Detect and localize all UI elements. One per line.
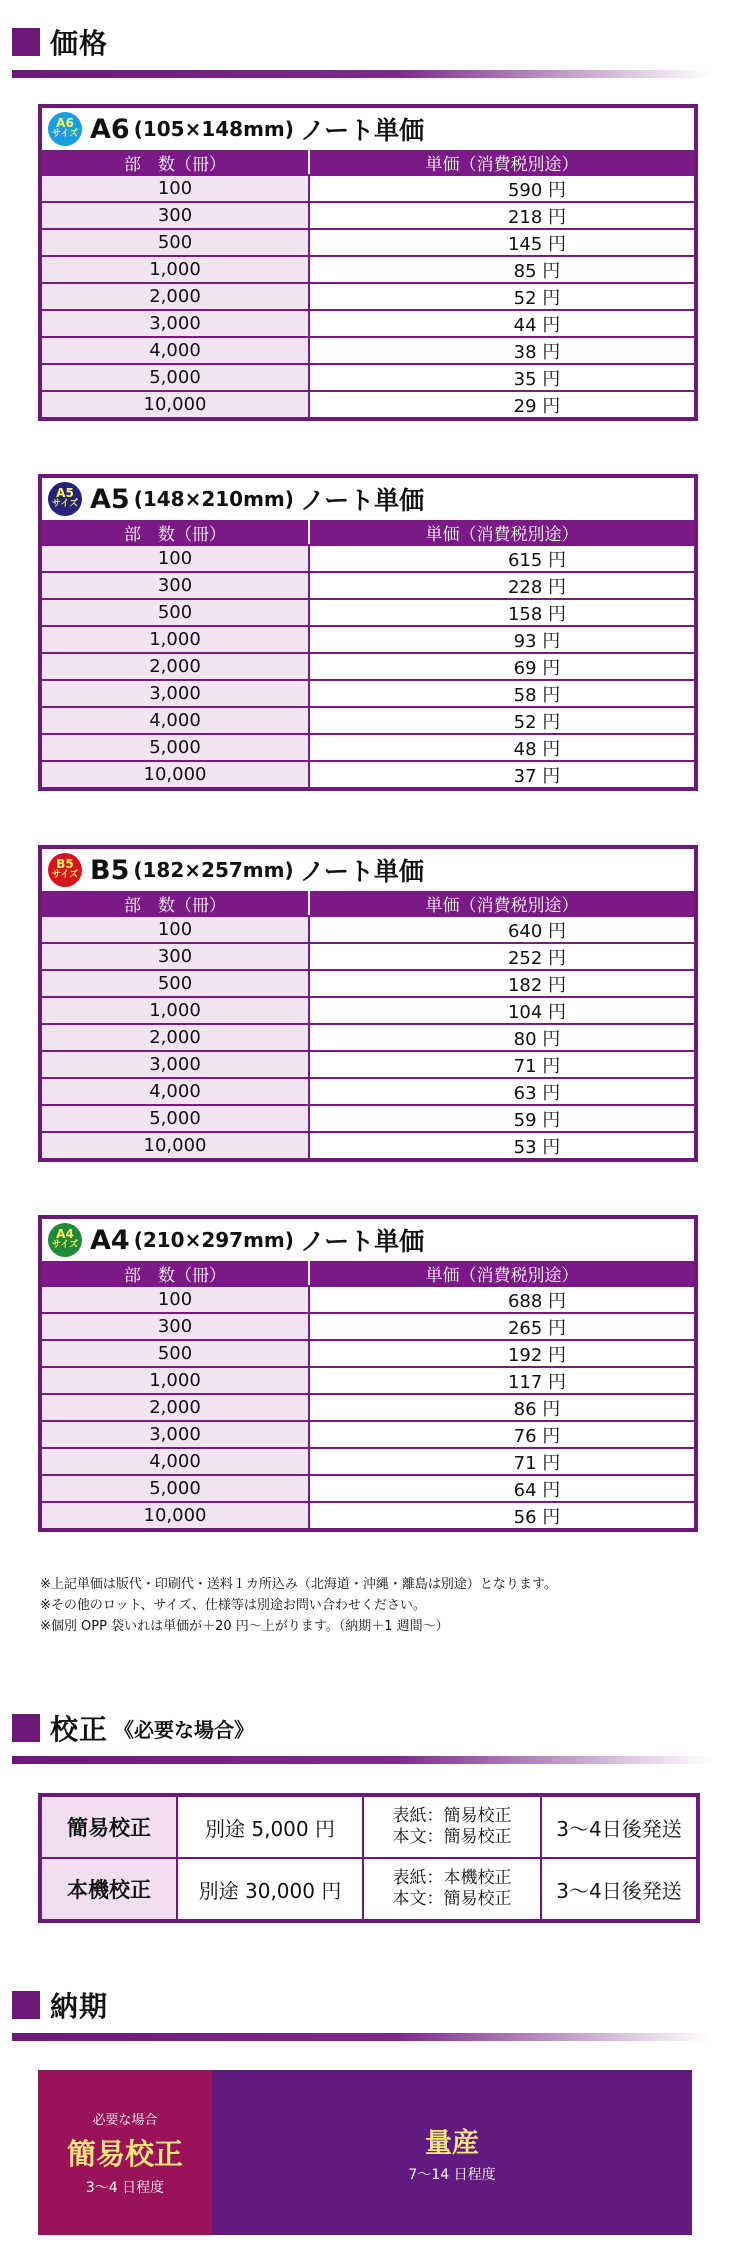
col-qty-header: 部 数（冊） xyxy=(42,891,310,915)
table-row xyxy=(42,1104,694,1131)
table-size: B5 xyxy=(90,854,130,886)
table-row xyxy=(42,969,694,996)
price-cell: 80 円 xyxy=(513,1028,561,1050)
table-row xyxy=(42,1366,694,1393)
table-dimensions: (182×257mm) xyxy=(133,858,294,882)
table-row xyxy=(42,1312,694,1339)
table-column-header xyxy=(42,520,694,544)
table-row xyxy=(42,1447,694,1474)
delivery-proof-title: 簡易校正 xyxy=(66,2136,183,2171)
table-row xyxy=(42,760,694,787)
table-row xyxy=(42,625,694,652)
col-price-header: 単価（消費税別途） xyxy=(425,524,579,545)
table-row xyxy=(42,201,694,228)
table-row xyxy=(42,309,694,336)
col-qty-header: 部 数（冊） xyxy=(42,150,310,174)
price-cell: 53 円 xyxy=(513,1136,561,1158)
qty-cell: 300 xyxy=(42,573,310,598)
proof-price: 別途 5,000 円 xyxy=(178,1797,364,1857)
price-cell: 590 円 xyxy=(507,179,567,201)
price-cell: 58 円 xyxy=(513,684,561,706)
table-row xyxy=(42,571,694,598)
table-row xyxy=(42,1077,694,1104)
badge-size: A6 xyxy=(56,116,74,130)
proof-ship: 3〜4日後発送 xyxy=(556,1816,682,1841)
price-cell: 85 円 xyxy=(513,260,561,282)
qty-cell: 4,000 xyxy=(42,338,310,363)
section-rule xyxy=(12,70,712,78)
table-dimensions: (105×148mm) xyxy=(133,117,294,141)
table-row xyxy=(42,1501,694,1528)
size-badge-icon xyxy=(48,1223,82,1257)
proof-price: 別途 30,000 円 xyxy=(178,1859,364,1919)
qty-cell: 10,000 xyxy=(42,762,310,787)
price-cell: 52 円 xyxy=(513,711,561,733)
qty-cell: 1,000 xyxy=(42,998,310,1023)
table-row xyxy=(42,1393,694,1420)
delivery-proof-block xyxy=(38,2070,212,2235)
badge-size: B5 xyxy=(56,857,74,871)
qty-cell: 5,000 xyxy=(42,735,310,760)
section-square-icon xyxy=(12,28,40,56)
table-row xyxy=(42,706,694,733)
price-cell: 615 円 xyxy=(507,549,567,571)
col-price-header: 単価（消費税別途） xyxy=(425,895,579,916)
price-cell: 158 円 xyxy=(507,603,567,625)
qty-cell: 100 xyxy=(42,176,310,201)
section-price-header xyxy=(12,22,712,78)
table-column-header xyxy=(42,891,694,915)
table-row xyxy=(42,1131,694,1158)
price-cell: 117 円 xyxy=(507,1371,567,1393)
price-cell: 71 円 xyxy=(513,1055,561,1077)
badge-label: サイズ xyxy=(51,1240,79,1250)
price-cell: 52 円 xyxy=(513,287,561,309)
price-cell: 44 円 xyxy=(513,314,561,336)
price-cell: 192 円 xyxy=(507,1344,567,1366)
size-badge-icon xyxy=(48,482,82,516)
proof-table xyxy=(38,1793,700,1923)
proof-body: 本文：簡易校正 xyxy=(392,1889,512,1909)
qty-cell: 5,000 xyxy=(42,1476,310,1501)
qty-cell: 500 xyxy=(42,230,310,255)
col-qty-header: 部 数（冊） xyxy=(42,520,310,544)
price-cell: 86 円 xyxy=(513,1398,561,1420)
price-cell: 29 円 xyxy=(513,395,561,417)
table-row xyxy=(42,544,694,571)
table-title-suffix: ノート単価 xyxy=(299,116,425,145)
price-cell: 145 円 xyxy=(507,233,567,255)
col-price-header: 単価（消費税別途） xyxy=(425,1265,579,1286)
price-cell: 688 円 xyxy=(507,1290,567,1312)
table-title-suffix: ノート単価 xyxy=(299,1227,425,1256)
qty-cell: 5,000 xyxy=(42,1106,310,1131)
qty-cell: 500 xyxy=(42,971,310,996)
table-column-header xyxy=(42,1261,694,1285)
badge-label: サイズ xyxy=(51,870,79,880)
qty-cell: 300 xyxy=(42,203,310,228)
delivery-proof-days: 3〜4 日程度 xyxy=(85,2179,165,2196)
qty-cell: 2,000 xyxy=(42,1395,310,1420)
table-row xyxy=(42,652,694,679)
price-table-a4 xyxy=(38,1215,698,1532)
section-rule xyxy=(12,2033,712,2041)
delivery-banner xyxy=(38,2070,692,2235)
price-cell: 640 円 xyxy=(507,920,567,942)
price-cell: 56 円 xyxy=(513,1506,561,1528)
badge-size: A5 xyxy=(56,486,74,500)
qty-cell: 100 xyxy=(42,546,310,571)
qty-cell: 3,000 xyxy=(42,681,310,706)
qty-cell: 5,000 xyxy=(42,365,310,390)
section-proof-header xyxy=(12,1708,712,1764)
qty-cell: 500 xyxy=(42,1341,310,1366)
table-row xyxy=(42,1285,694,1312)
price-cell: 63 円 xyxy=(513,1082,561,1104)
table-title-suffix: ノート単価 xyxy=(299,486,425,515)
note-line: ※その他のロット、サイズ、仕様等は別途お問い合わせください。 xyxy=(40,1598,426,1613)
price-table-header xyxy=(42,849,694,891)
price-cell: 265 円 xyxy=(507,1317,567,1339)
qty-cell: 500 xyxy=(42,600,310,625)
table-row xyxy=(42,679,694,706)
price-table-header xyxy=(42,1219,694,1261)
section-rule xyxy=(12,1756,712,1764)
table-row xyxy=(42,1023,694,1050)
qty-cell: 10,000 xyxy=(42,1133,310,1158)
price-cell: 93 円 xyxy=(513,630,561,652)
table-size: A5 xyxy=(90,483,130,515)
table-row xyxy=(42,942,694,969)
qty-cell: 1,000 xyxy=(42,257,310,282)
proof-cover: 表紙：本機校正 xyxy=(392,1868,512,1888)
size-badge-icon xyxy=(48,853,82,887)
qty-cell: 4,000 xyxy=(42,1079,310,1104)
qty-cell: 1,000 xyxy=(42,627,310,652)
note-line: ※個別 OPP 袋いれは単価が＋20 円〜上がります。（納期＋1 週間〜） xyxy=(40,1619,449,1634)
qty-cell: 300 xyxy=(42,1314,310,1339)
table-row xyxy=(42,1050,694,1077)
table-row xyxy=(42,1474,694,1501)
section-title: 校正 xyxy=(50,1713,109,1746)
table-title-suffix: ノート単価 xyxy=(299,857,424,886)
price-table-a5 xyxy=(38,474,698,791)
badge-label: サイズ xyxy=(51,129,79,139)
price-cell: 252 円 xyxy=(507,947,567,969)
qty-cell: 10,000 xyxy=(42,1503,310,1528)
table-row xyxy=(42,915,694,942)
table-row xyxy=(42,996,694,1023)
size-badge-icon xyxy=(48,112,82,146)
proof-row xyxy=(42,1857,696,1919)
proof-name: 本機校正 xyxy=(42,1859,178,1919)
table-row xyxy=(42,336,694,363)
price-cell: 48 円 xyxy=(513,738,561,760)
proof-ship: 3〜4日後発送 xyxy=(556,1878,682,1903)
table-row xyxy=(42,1339,694,1366)
badge-size: A4 xyxy=(56,1227,74,1241)
table-size: A4 xyxy=(90,1224,130,1256)
qty-cell: 2,000 xyxy=(42,1025,310,1050)
price-cell: 182 円 xyxy=(507,974,567,996)
col-qty-header: 部 数（冊） xyxy=(42,1261,310,1285)
badge-label: サイズ xyxy=(51,499,79,509)
delivery-note: 必要な場合 xyxy=(92,2112,158,2128)
qty-cell: 1,000 xyxy=(42,1368,310,1393)
price-cell: 38 円 xyxy=(513,341,561,363)
delivery-mass-days: 7〜14 日程度 xyxy=(408,2167,496,2183)
section-delivery-header xyxy=(12,1985,712,2041)
table-size: A6 xyxy=(90,113,130,145)
qty-cell: 3,000 xyxy=(42,1052,310,1077)
price-cell: 35 円 xyxy=(513,368,561,390)
proof-body: 本文：簡易校正 xyxy=(392,1827,512,1847)
proof-cover: 表紙：簡易校正 xyxy=(392,1806,512,1826)
delivery-mass-title: 量産 xyxy=(425,2128,479,2159)
price-cell: 104 円 xyxy=(507,1001,567,1023)
price-cell: 64 円 xyxy=(513,1479,561,1501)
table-row xyxy=(42,1420,694,1447)
price-cell: 37 円 xyxy=(513,765,561,787)
table-dimensions: (210×297mm) xyxy=(133,1228,294,1252)
section-title: 価格 xyxy=(50,27,109,60)
table-row xyxy=(42,733,694,760)
price-cell: 69 円 xyxy=(513,657,561,679)
table-column-header xyxy=(42,150,694,174)
proof-detail xyxy=(364,1859,542,1919)
qty-cell: 3,000 xyxy=(42,1422,310,1447)
price-cell: 218 円 xyxy=(507,206,567,228)
table-row xyxy=(42,228,694,255)
col-price-header: 単価（消費税別途） xyxy=(425,154,579,175)
note-line: ※上記単価は版代・印刷代・送料１カ所込み（北海道・沖縄・離島は別途）となります。 xyxy=(40,1577,557,1592)
qty-cell: 100 xyxy=(42,917,310,942)
qty-cell: 4,000 xyxy=(42,1449,310,1474)
table-row xyxy=(42,598,694,625)
qty-cell: 300 xyxy=(42,944,310,969)
price-table-a6 xyxy=(38,104,698,421)
price-cell: 59 円 xyxy=(513,1109,561,1131)
price-cell: 76 円 xyxy=(513,1425,561,1447)
qty-cell: 10,000 xyxy=(42,392,310,417)
qty-cell: 4,000 xyxy=(42,708,310,733)
qty-cell: 3,000 xyxy=(42,311,310,336)
section-title: 納期 xyxy=(50,1990,109,2023)
delivery-mass-block xyxy=(212,2070,692,2235)
price-table-header xyxy=(42,478,694,520)
table-row xyxy=(42,255,694,282)
qty-cell: 100 xyxy=(42,1287,310,1312)
section-subtitle: 《必要な場合》 xyxy=(114,1717,255,1742)
qty-cell: 2,000 xyxy=(42,284,310,309)
price-notes xyxy=(40,1574,700,1637)
table-row xyxy=(42,390,694,417)
table-dimensions: (148×210mm) xyxy=(133,487,294,511)
proof-name: 簡易校正 xyxy=(42,1797,178,1857)
qty-cell: 2,000 xyxy=(42,654,310,679)
proof-detail xyxy=(364,1797,542,1857)
price-table-header xyxy=(42,108,694,150)
table-row xyxy=(42,363,694,390)
price-table-b5 xyxy=(38,845,698,1162)
table-row xyxy=(42,282,694,309)
price-cell: 71 円 xyxy=(513,1452,561,1474)
price-cell: 228 円 xyxy=(507,576,567,598)
table-row xyxy=(42,174,694,201)
section-square-icon xyxy=(12,1991,40,2019)
section-square-icon xyxy=(12,1714,40,1742)
proof-row xyxy=(42,1797,696,1857)
